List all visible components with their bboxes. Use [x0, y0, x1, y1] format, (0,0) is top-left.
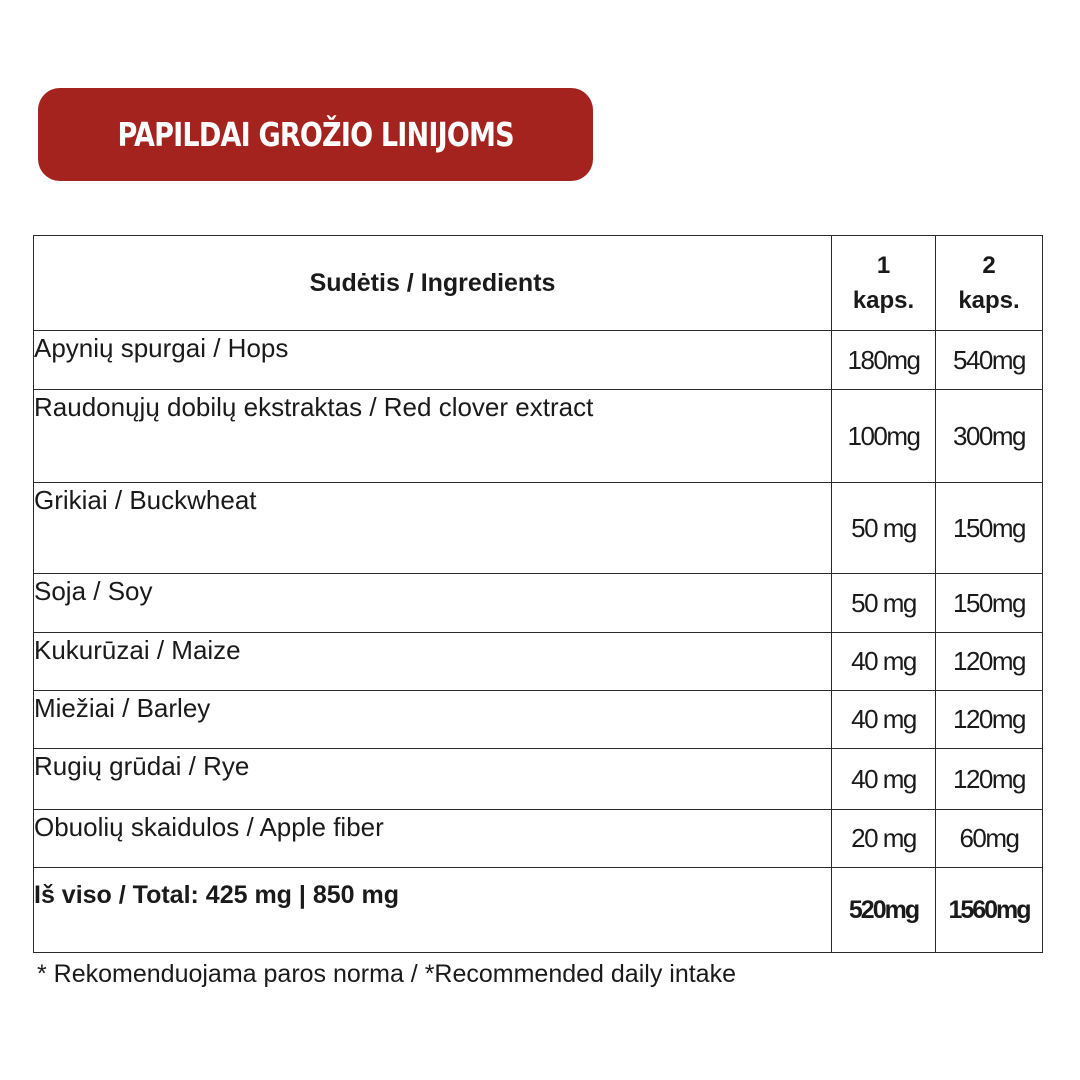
- ingredient-name: Miežiai / Barley: [34, 691, 832, 749]
- dose-1-value: 40 mg: [832, 633, 936, 691]
- dose-2-value: 150mg: [936, 483, 1043, 574]
- table-row: [34, 331, 1043, 390]
- dose-1-value: 20 mg: [832, 810, 936, 868]
- banner-title: PAPILDAI GROŽIO LINIJOMS: [117, 115, 514, 154]
- table-row: [34, 691, 1043, 749]
- total-label: Iš viso / Total: 425 mg | 850 mg: [34, 868, 832, 953]
- total-dose-1: 520mg: [832, 868, 936, 953]
- ingredient-name: Soja / Soy: [34, 574, 832, 633]
- dose-2-value: 120mg: [936, 691, 1043, 749]
- table-header-row: [34, 236, 1043, 331]
- dose-1-value: 40 mg: [832, 691, 936, 749]
- dose-2-value: 60mg: [936, 810, 1043, 868]
- header-dose-2-unit: kaps.: [958, 287, 1020, 314]
- table-row: [34, 810, 1043, 868]
- dose-1-value: 40 mg: [832, 749, 936, 810]
- header-dose-1-unit: kaps.: [852, 287, 915, 314]
- dose-2-value: 150mg: [936, 574, 1043, 633]
- table-row: [34, 483, 1043, 574]
- header-dose-1-caps: [832, 236, 936, 331]
- dose-1-value: 100mg: [832, 390, 936, 483]
- table-row: [34, 633, 1043, 691]
- total-row: [34, 868, 1043, 953]
- ingredient-name: Grikiai / Buckwheat: [34, 483, 832, 574]
- ingredient-name: Raudonųjų dobilų ekstraktas / Red clover extract: [34, 392, 594, 422]
- header-dose-2-caps: [936, 236, 1043, 331]
- header-dose-2-number: 2: [982, 252, 996, 279]
- header-ingredients: Sudėtis / Ingredients: [34, 236, 832, 331]
- title-banner: [38, 88, 593, 181]
- dose-1-value: 50 mg: [832, 574, 936, 633]
- ingredients-table: [33, 235, 1043, 953]
- dose-1-value: 180mg: [832, 331, 936, 390]
- total-dose-2: 1560mg: [936, 868, 1043, 953]
- dose-2-value: 540mg: [936, 331, 1043, 390]
- dose-2-value: 120mg: [936, 749, 1043, 810]
- header-dose-1-number: 1: [876, 252, 891, 279]
- table-row: [34, 749, 1043, 810]
- ingredient-name-cell: [34, 390, 832, 483]
- ingredient-name: Obuolių skaidulos / Apple fiber: [34, 810, 832, 868]
- ingredient-name: Kukurūzai / Maize: [34, 633, 832, 691]
- footnote: * Rekomenduojama paros norma / *Recommended daily intake: [37, 960, 736, 988]
- ingredient-name: Rugių grūdai / Rye: [34, 749, 832, 810]
- table-row: [34, 390, 1043, 483]
- dose-1-value: 50 mg: [832, 483, 936, 574]
- table-row: [34, 574, 1043, 633]
- ingredient-name: Apynių spurgai / Hops: [34, 331, 832, 390]
- dose-2-value: 120mg: [936, 633, 1043, 691]
- dose-2-value: 300mg: [936, 390, 1043, 483]
